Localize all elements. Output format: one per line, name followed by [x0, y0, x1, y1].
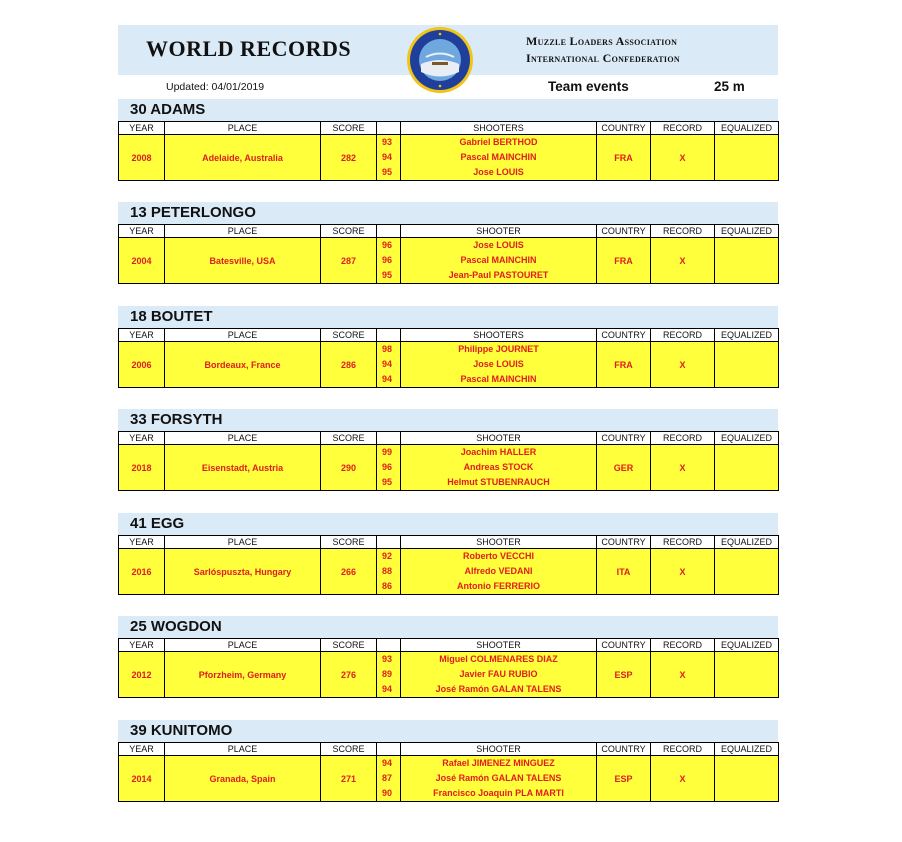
table-header-row: [119, 432, 779, 445]
individual-score: 96: [382, 255, 393, 265]
year-cell: 2006: [119, 342, 165, 388]
equalized-cell: [715, 342, 779, 388]
col-country: COUNTRY: [597, 743, 651, 756]
year-cell: 2014: [119, 756, 165, 802]
shooter-name: Roberto VECCHI: [462, 551, 534, 561]
shooters-cell: [401, 135, 597, 181]
individual-score: 93: [382, 654, 393, 664]
individual-score: 95: [382, 270, 393, 280]
individual-scores-cell: [377, 135, 401, 181]
organization-line-1: Muzzle Loaders Association: [526, 34, 678, 48]
col-individual-score: [377, 225, 401, 238]
individual-score: 89: [382, 669, 393, 679]
col-country: COUNTRY: [597, 122, 651, 135]
event-title: [118, 306, 778, 328]
event-title: [118, 720, 778, 742]
score-cell: 282: [321, 135, 377, 181]
place-cell: Adelaide, Australia: [165, 135, 321, 181]
shooter-name: Miguel COLMENARES DIAZ: [439, 654, 558, 664]
event-name: 30 ADAMS: [130, 101, 206, 118]
event-name: 13 PETERLONGO: [130, 204, 256, 221]
shooter-name: Alfredo VEDANI: [464, 566, 533, 576]
col-year: YEAR: [119, 536, 165, 549]
individual-score: 93: [382, 137, 393, 147]
country-cell: GER: [597, 445, 651, 491]
record-table: [118, 638, 779, 698]
col-individual-score: [377, 743, 401, 756]
record-table: [118, 328, 779, 388]
shooters-cell: [401, 342, 597, 388]
event-title: [118, 409, 778, 431]
event-name: 18 BOUTET: [130, 308, 213, 325]
individual-score: 90: [382, 788, 393, 798]
col-country: COUNTRY: [597, 432, 651, 445]
col-equalized: EQUALIZED: [715, 536, 779, 549]
score-cell: 286: [321, 342, 377, 388]
event-title: [118, 202, 778, 224]
individual-score: 96: [382, 240, 393, 250]
year-cell: 2012: [119, 652, 165, 698]
country-cell: FRA: [597, 342, 651, 388]
col-individual-score: [377, 122, 401, 135]
record-table: [118, 224, 779, 284]
record-cell: X: [651, 445, 715, 491]
shooters-cell: [401, 445, 597, 491]
equalized-cell: [715, 445, 779, 491]
col-country: COUNTRY: [597, 536, 651, 549]
table-row: [119, 549, 779, 595]
col-score: SCORE: [321, 536, 377, 549]
individual-score: 95: [382, 477, 393, 487]
col-shooters: SHOOTER: [401, 536, 597, 549]
shooters-cell: [401, 652, 597, 698]
individual-score: 95: [382, 167, 393, 177]
place-cell: Batesville, USA: [165, 238, 321, 284]
record-cell: X: [651, 652, 715, 698]
col-record: RECORD: [651, 536, 715, 549]
event-title: [118, 513, 778, 535]
individual-score: 94: [382, 152, 393, 162]
col-score: SCORE: [321, 639, 377, 652]
col-record: RECORD: [651, 122, 715, 135]
record-block: [118, 513, 778, 595]
col-year: YEAR: [119, 122, 165, 135]
shooter-name: Jose LOUIS: [473, 359, 524, 369]
shooters-cell: [401, 756, 597, 802]
country-cell: FRA: [597, 238, 651, 284]
year-cell: 2004: [119, 238, 165, 284]
col-country: COUNTRY: [597, 639, 651, 652]
record-block: [118, 306, 778, 388]
record-table: [118, 431, 779, 491]
individual-score: 94: [382, 359, 393, 369]
records-sheet: [118, 25, 778, 99]
col-record: RECORD: [651, 329, 715, 342]
individual-scores-cell: [377, 342, 401, 388]
equalized-cell: [715, 549, 779, 595]
shooter-name: Jose LOUIS: [473, 240, 524, 250]
shooter-name: Francisco Joaquin PLA MARTI: [433, 788, 564, 798]
individual-score: 94: [382, 684, 393, 694]
individual-score: 86: [382, 581, 393, 591]
col-place: PLACE: [165, 639, 321, 652]
event-name: 33 FORSYTH: [130, 411, 223, 428]
record-cell: X: [651, 342, 715, 388]
record-cell: X: [651, 238, 715, 284]
col-individual-score: [377, 536, 401, 549]
score-cell: 287: [321, 238, 377, 284]
event-name: 25 WOGDON: [130, 618, 222, 635]
updated-date: Updated: 04/01/2019: [166, 81, 265, 93]
record-block: [118, 202, 778, 284]
col-place: PLACE: [165, 743, 321, 756]
event-name: 39 KUNITOMO: [130, 722, 233, 739]
page-title: WORLD RECORDS: [146, 36, 352, 61]
event-title: [118, 99, 778, 121]
col-shooters: SHOOTER: [401, 639, 597, 652]
record-block: [118, 720, 778, 802]
individual-scores-cell: [377, 238, 401, 284]
col-year: YEAR: [119, 225, 165, 238]
event-name: 41 EGG: [130, 515, 185, 532]
col-place: PLACE: [165, 225, 321, 238]
country-cell: ESP: [597, 652, 651, 698]
shooter-name: Helmut STUBENRAUCH: [447, 477, 550, 487]
shooter-name: Antonio FERRERIO: [457, 581, 540, 591]
equalized-cell: [715, 756, 779, 802]
col-shooters: SHOOTERS: [401, 122, 597, 135]
shooter-name: Philippe JOURNET: [458, 344, 539, 354]
place-cell: Eisenstadt, Austria: [165, 445, 321, 491]
col-record: RECORD: [651, 432, 715, 445]
event-type: Team events: [548, 79, 629, 94]
shooter-name: Pascal MAINCHIN: [460, 152, 537, 162]
record-cell: X: [651, 135, 715, 181]
record-block: [118, 616, 778, 698]
event-title: [118, 616, 778, 638]
table-row: [119, 135, 779, 181]
shooter-name: Jose LOUIS: [473, 167, 524, 177]
individual-score: 99: [382, 447, 393, 457]
place-cell: Granada, Spain: [165, 756, 321, 802]
shooters-cell: [401, 238, 597, 284]
col-place: PLACE: [165, 536, 321, 549]
shooter-name: Javier FAU RUBIO: [459, 669, 538, 679]
table-row: [119, 652, 779, 698]
shooter-name: José Ramón GALAN TALENS: [435, 684, 562, 694]
place-cell: Sarlóspuszta, Hungary: [165, 549, 321, 595]
table-header-row: [119, 225, 779, 238]
col-place: PLACE: [165, 432, 321, 445]
col-year: YEAR: [119, 743, 165, 756]
col-shooters: SHOOTER: [401, 432, 597, 445]
individual-score: 94: [382, 758, 393, 768]
col-record: RECORD: [651, 743, 715, 756]
col-equalized: EQUALIZED: [715, 743, 779, 756]
col-record: RECORD: [651, 639, 715, 652]
individual-score: 87: [382, 773, 393, 783]
country-cell: FRA: [597, 135, 651, 181]
shooter-name: Gabriel BERTHOD: [459, 137, 538, 147]
shooter-name: Rafael JIMENEZ MINGUEZ: [442, 758, 555, 768]
score-cell: 276: [321, 652, 377, 698]
score-cell: 290: [321, 445, 377, 491]
col-individual-score: [377, 639, 401, 652]
table-header-row: [119, 536, 779, 549]
place-cell: Pforzheim, Germany: [165, 652, 321, 698]
table-row: [119, 445, 779, 491]
col-score: SCORE: [321, 432, 377, 445]
shooter-name: Pascal MAINCHIN: [460, 374, 537, 384]
individual-score: 92: [382, 551, 393, 561]
equalized-cell: [715, 238, 779, 284]
table-header-row: [119, 743, 779, 756]
table-header-row: [119, 329, 779, 342]
shooter-name: Jean-Paul PASTOURET: [448, 270, 549, 280]
shooter-name: Joachim HALLER: [460, 447, 537, 457]
record-cell: X: [651, 549, 715, 595]
organization-line-2: International Confederation: [526, 51, 680, 65]
col-equalized: EQUALIZED: [715, 432, 779, 445]
col-year: YEAR: [119, 639, 165, 652]
individual-scores-cell: [377, 445, 401, 491]
col-shooters: SHOOTER: [401, 225, 597, 238]
shooter-name: Pascal MAINCHIN: [460, 255, 537, 265]
header-band: [118, 25, 778, 75]
record-table: [118, 121, 779, 181]
individual-score: 94: [382, 374, 393, 384]
distance: 25 m: [714, 79, 745, 94]
individual-score: 98: [382, 344, 393, 354]
country-cell: ITA: [597, 549, 651, 595]
record-cell: X: [651, 756, 715, 802]
individual-scores-cell: [377, 756, 401, 802]
col-score: SCORE: [321, 225, 377, 238]
year-cell: 2016: [119, 549, 165, 595]
col-year: YEAR: [119, 432, 165, 445]
col-equalized: EQUALIZED: [715, 329, 779, 342]
table-header-row: [119, 122, 779, 135]
score-cell: 271: [321, 756, 377, 802]
individual-score: 96: [382, 462, 393, 472]
col-equalized: EQUALIZED: [715, 639, 779, 652]
table-header-row: [119, 639, 779, 652]
country-cell: ESP: [597, 756, 651, 802]
col-individual-score: [377, 329, 401, 342]
col-record: RECORD: [651, 225, 715, 238]
shooters-cell: [401, 549, 597, 595]
individual-scores-cell: [377, 549, 401, 595]
col-equalized: EQUALIZED: [715, 122, 779, 135]
year-cell: 2018: [119, 445, 165, 491]
shooter-name: Andreas STOCK: [463, 462, 534, 472]
col-equalized: EQUALIZED: [715, 225, 779, 238]
col-shooters: SHOOTER: [401, 743, 597, 756]
organization-name: [526, 33, 680, 67]
sub-header: [118, 75, 778, 99]
equalized-cell: [715, 652, 779, 698]
table-row: [119, 342, 779, 388]
record-block: [118, 99, 778, 181]
col-place: PLACE: [165, 122, 321, 135]
shooter-name: José Ramón GALAN TALENS: [435, 773, 562, 783]
col-year: YEAR: [119, 329, 165, 342]
col-individual-score: [377, 432, 401, 445]
individual-score: 88: [382, 566, 393, 576]
individual-scores-cell: [377, 652, 401, 698]
col-score: SCORE: [321, 743, 377, 756]
year-cell: 2008: [119, 135, 165, 181]
place-cell: Bordeaux, France: [165, 342, 321, 388]
col-score: SCORE: [321, 122, 377, 135]
table-row: [119, 238, 779, 284]
col-score: SCORE: [321, 329, 377, 342]
equalized-cell: [715, 135, 779, 181]
col-country: COUNTRY: [597, 329, 651, 342]
table-row: [119, 756, 779, 802]
col-country: COUNTRY: [597, 225, 651, 238]
col-place: PLACE: [165, 329, 321, 342]
score-cell: 266: [321, 549, 377, 595]
record-table: [118, 742, 779, 802]
record-block: [118, 409, 778, 491]
col-shooters: SHOOTERS: [401, 329, 597, 342]
record-table: [118, 535, 779, 595]
